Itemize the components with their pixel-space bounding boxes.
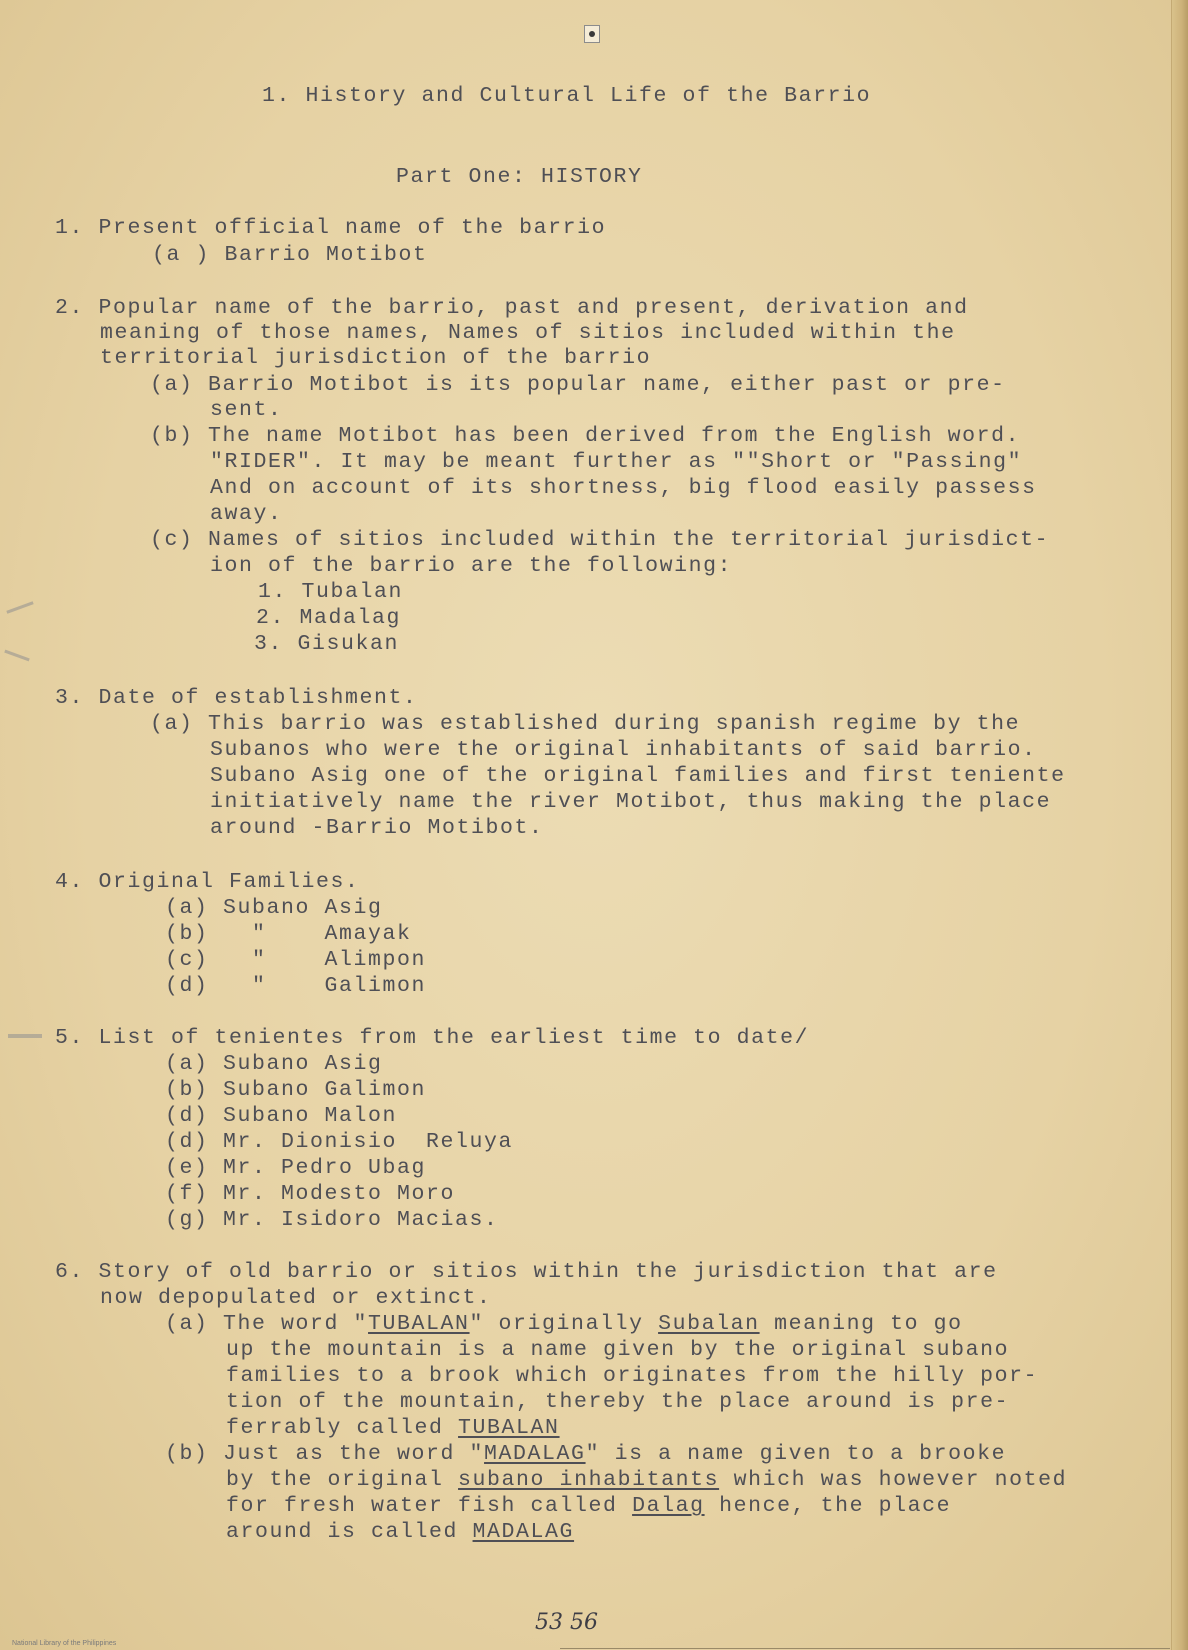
section-4-heading: 4. Original Families. [55,870,360,894]
text-run: which was however noted [719,1468,1068,1492]
underlined-word: Subalan [658,1312,760,1336]
section-2-b-line: away. [210,502,283,526]
section-6-a [165,1312,963,1336]
section-2-c-line: ion of the barrio are the following: [210,554,733,578]
section-6-b [165,1442,1006,1466]
family-item: (b) " Amayak [165,922,412,946]
section-2-a: (a) Barrio Motibot is its popular name, either past or pre- [150,373,1006,397]
teniente-item: (a) Subano Asig [165,1052,383,1076]
section-2-heading: 2. Popular name of the barrio, past and present, derivation and [55,296,969,320]
text-run: (a) The word " [165,1312,369,1336]
underlined-word: subano inhabitants [458,1468,720,1492]
teniente-item: (d) Mr. Dionisio Reluya [165,1130,514,1154]
document-title: 1. History and Cultural Life of the Barrio [262,84,872,108]
margin-mark [4,650,29,662]
teniente-item: (e) Mr. Pedro Ubag [165,1156,427,1180]
margin-mark [8,1034,42,1038]
family-item: (d) " Galimon [165,974,427,998]
section-3-a-line: around -Barrio Motibot. [210,816,544,840]
text-run: " is a name given to a brooke [585,1442,1007,1466]
text-run: ferrably called [226,1416,459,1440]
teniente-item: (f) Mr. Modesto Moro [165,1182,456,1206]
part-heading: Part One: HISTORY [396,165,643,189]
teniente-item: (g) Mr. Isidoro Macias. [165,1208,499,1232]
text-run: meaning to go [759,1312,963,1336]
section-6-heading-line: now depopulated or extinct. [100,1286,492,1310]
text-run: by the original [226,1468,459,1492]
sitio-item: 2. Madalag [256,606,402,630]
underlined-word: MADALAG [484,1442,586,1466]
text-run: for fresh water fish called [226,1494,633,1518]
text-run: (b) Just as the word " [165,1442,485,1466]
underlined-word: TUBALAN [458,1416,560,1440]
text-run: up [226,1338,270,1362]
underlined-word: MADALAG [472,1520,575,1544]
margin-mark [6,601,33,613]
section-6-b-line [226,1494,951,1518]
family-item: (c) " Alimpon [165,948,427,972]
section-6-heading: 6. Story of old barrio or sitios within the jurisdiction that are [55,1260,998,1284]
section-6-a-line [226,1338,1009,1362]
text-run: the mountain is a name given by the [269,1338,778,1362]
section-3-a-line: initiatively name the river Motibot, thus making the place [210,790,1052,814]
section-2-a-line: sent. [210,398,283,422]
bottom-rule [560,1648,1170,1649]
section-2-b-line: "RIDER". It may be meant further as ""Short or "Passing" [210,450,1023,474]
section-2-b: (b) The name Motibot has been derived from the English word. [150,424,1021,448]
text-run: around is called [226,1520,473,1544]
section-3-a-line: Subanos who were the original inhabitants of said barrio. [210,738,1037,762]
section-6-a-line [226,1416,560,1440]
section-6-b-line [226,1520,574,1544]
text-run: hence, the place [704,1494,952,1518]
section-1-heading: 1. Present official name of the barrio [55,216,607,240]
section-2-heading-line: territorial jurisdiction of the barrio [100,346,652,370]
section-6-b-line [226,1468,1067,1492]
section-3-heading: 3. Date of establishment. [55,686,418,710]
sitio-item: 3. Gisukan [254,632,400,656]
family-item: (a) Subano Asig [165,896,383,920]
section-6-a-line: families to a brook which originates from the hilly por- [226,1364,1039,1388]
binder-hole-icon [584,25,600,43]
section-3-a-line: Subano Asig one of the original families and first teniente [210,764,1066,788]
underlined-word: Dalag [632,1494,705,1518]
page-number: 53 56 [535,1610,598,1635]
section-2-c: (c) Names of sitios included within the territorial jurisdict- [150,528,1050,552]
footer-credit: National Library of the Philippines [12,1640,117,1647]
section-2-b-line: And on account of its shortness, big flood easily passess [210,476,1037,500]
section-5-heading: 5. List of tenientes from the earliest time to date/ [55,1026,810,1050]
section-2-heading-line: meaning of those names, Names of sitios included within the [100,321,956,345]
section-3-a: (a) This barrio was established during spanish regime by the [150,712,1021,736]
teniente-item: (b) Subano Galimon [165,1078,427,1102]
text-run: original subano [777,1338,1010,1362]
text-run: " originally [469,1312,659,1336]
sitio-item: 1. Tubalan [258,580,404,604]
section-6-a-line: tion of the mountain, thereby the place around is pre- [226,1390,1010,1414]
underlined-word: TUBALAN [368,1312,470,1336]
section-1-a: (a ) Barrio Motibot [152,243,428,267]
teniente-item: (d) Subano Malon [165,1104,398,1128]
page-edge [1171,0,1188,1650]
